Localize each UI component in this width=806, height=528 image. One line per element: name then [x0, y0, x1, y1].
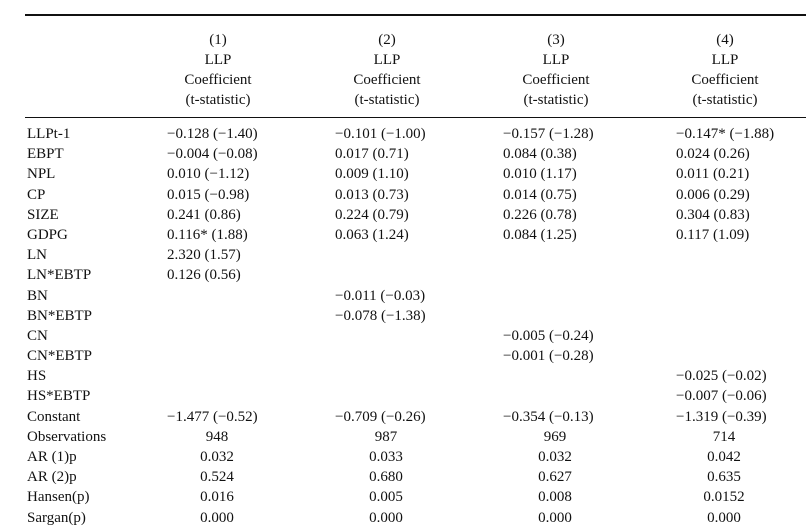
table-row	[27, 467, 806, 487]
table-cell-col-1: 0.524	[200, 469, 234, 486]
table-row	[27, 447, 806, 467]
table-row	[27, 366, 806, 386]
table-cell-col-1: 0.015 (−0.98)	[167, 186, 250, 203]
table-cell-col-2: −0.101 (−1.00)	[335, 126, 426, 142]
row-label: Constant	[27, 408, 81, 425]
column-header-2	[312, 30, 462, 110]
table-cell-col-3: −0.005 (−0.24)	[503, 327, 594, 344]
row-label: HS*EBTP	[27, 388, 91, 405]
column-header-4	[650, 30, 800, 110]
row-label: LLPt-1	[27, 126, 71, 142]
row-label: BN	[27, 287, 48, 304]
column-number: (1)	[209, 32, 227, 48]
column-header-1	[143, 30, 293, 110]
column-coef-label: Coefficient	[184, 72, 252, 88]
table-cell-col-2: 0.680	[369, 469, 403, 486]
column-tstat-label: (t-statistic)	[185, 92, 251, 108]
row-label: LN*EBTP	[27, 267, 92, 284]
table-cell-col-3: 0.000	[538, 509, 572, 526]
row-label: AR (2)p	[27, 469, 77, 486]
column-tstat-label: (t-statistic)	[523, 92, 589, 108]
row-label: AR (1)p	[27, 449, 77, 465]
table-cell-col-4: −0.025 (−0.02)	[676, 368, 767, 385]
column-dependent-var: LLP	[204, 52, 232, 68]
table-cell-col-2: −0.709 (−0.26)	[335, 408, 426, 425]
table-top-rule	[25, 14, 806, 16]
table-cell-col-2: −0.078 (−1.38)	[335, 307, 426, 324]
column-dependent-var: LLP	[373, 52, 401, 68]
table-cell-col-1: 2.320 (1.57)	[167, 247, 241, 264]
table-row	[27, 164, 806, 184]
table-cell-col-1: −0.128 (−1.40)	[167, 126, 258, 142]
table-cell-col-1: 0.032	[200, 449, 234, 465]
table-cell-col-1: 0.126 (0.56)	[167, 267, 241, 284]
row-label: BN*EBTP	[27, 307, 93, 324]
table-cell-col-4: 0.635	[707, 469, 741, 486]
table-row	[27, 487, 806, 507]
table-cell-col-4: 0.024 (0.26)	[676, 146, 750, 163]
column-dependent-var: LLP	[542, 52, 570, 68]
column-coef-label: Coefficient	[522, 72, 590, 88]
table-cell-col-3: 0.008	[538, 489, 572, 506]
table-row	[27, 286, 806, 306]
table-cell-col-1: 0.000	[200, 509, 234, 526]
table-cell-col-1: 0.016	[200, 489, 234, 506]
table-cell-col-3: −0.354 (−0.13)	[503, 408, 594, 425]
table-cell-col-2: 987	[374, 428, 398, 445]
column-coef-label: Coefficient	[691, 72, 759, 88]
row-label: LN	[27, 247, 47, 264]
table-cell-col-2: 0.033	[369, 449, 403, 465]
table-row	[27, 326, 806, 346]
table-cell-col-3: 0.084 (0.38)	[503, 146, 577, 163]
row-label: CN*EBTP	[27, 348, 93, 365]
table-cell-col-2: 0.000	[369, 509, 403, 526]
column-header-3	[481, 30, 631, 110]
column-number: (4)	[716, 32, 734, 48]
row-label: CP	[27, 186, 46, 203]
table-row	[27, 386, 806, 406]
row-label: Hansen(p)	[27, 489, 90, 506]
table-row	[27, 346, 806, 366]
column-tstat-label: (t-statistic)	[692, 92, 758, 108]
table-cell-col-4: 0.000	[707, 509, 741, 526]
table-cell-col-2: −0.011 (−0.03)	[335, 287, 426, 304]
table-row	[27, 407, 806, 427]
table-cell-col-3: −0.001 (−0.28)	[503, 348, 594, 365]
table-body	[27, 124, 806, 528]
row-label: GDPG	[27, 226, 68, 243]
table-cell-col-4: 0.006 (0.29)	[676, 186, 750, 203]
table-cell-col-3: 0.226 (0.78)	[503, 206, 577, 223]
table-cell-col-1: −1.477 (−0.52)	[167, 408, 258, 425]
table-row	[27, 427, 806, 447]
column-tstat-label: (t-statistic)	[354, 92, 420, 108]
table-cell-col-3: 969	[543, 428, 567, 445]
table-cell-col-1: −0.004 (−0.08)	[167, 146, 258, 163]
table-row	[27, 185, 806, 205]
table-row	[27, 508, 806, 528]
table-cell-col-3: 0.627	[538, 469, 572, 486]
table-cell-col-4: −0.147* (−1.88)	[676, 126, 775, 142]
table-cell-col-4: 0.042	[707, 449, 741, 465]
table-cell-col-2: 0.009 (1.10)	[335, 166, 409, 183]
row-label: NPL	[27, 166, 56, 183]
table-cell-col-2: 0.013 (0.73)	[335, 186, 409, 203]
table-cell-col-3: 0.032	[538, 449, 572, 465]
table-cell-col-2: 0.017 (0.71)	[335, 146, 409, 163]
table-cell-col-4: 0.0152	[703, 489, 745, 506]
row-label: SIZE	[27, 206, 59, 223]
table-row	[27, 124, 806, 144]
row-label: EBPT	[27, 146, 64, 163]
table-row	[27, 245, 806, 265]
column-number: (2)	[378, 32, 396, 48]
table-cell-col-4: 714	[712, 428, 736, 445]
table-cell-col-1: 0.116* (1.88)	[167, 226, 248, 243]
table-cell-col-1: 948	[205, 428, 229, 445]
table-cell-col-2: 0.224 (0.79)	[335, 206, 409, 223]
table-row	[27, 265, 806, 285]
table-cell-col-1: 0.241 (0.86)	[167, 206, 241, 223]
row-label: Observations	[27, 428, 107, 445]
table-cell-col-4: −1.319 (−0.39)	[676, 408, 767, 425]
row-label: HS	[27, 368, 47, 385]
column-coef-label: Coefficient	[353, 72, 421, 88]
table-cell-col-4: 0.117 (1.09)	[676, 226, 750, 243]
table-cell-col-3: 0.010 (1.17)	[503, 166, 577, 183]
table-cell-col-4: −0.007 (−0.06)	[676, 388, 767, 405]
table-cell-col-4: 0.011 (0.21)	[676, 166, 750, 183]
table-row	[27, 144, 806, 164]
table-cell-col-1: 0.010 (−1.12)	[167, 166, 250, 183]
table-cell-col-3: 0.084 (1.25)	[503, 226, 577, 243]
table-header-rule	[25, 117, 806, 118]
table-cell-col-2: 0.005	[369, 489, 403, 506]
row-label: Sargan(p)	[27, 509, 86, 526]
table-row	[27, 205, 806, 225]
column-number: (3)	[547, 32, 565, 48]
table-row	[27, 306, 806, 326]
row-label: CN	[27, 327, 48, 344]
table-row	[27, 225, 806, 245]
column-dependent-var: LLP	[711, 52, 739, 68]
table-cell-col-2: 0.063 (1.24)	[335, 226, 409, 243]
table-cell-col-3: −0.157 (−1.28)	[503, 126, 594, 142]
table-cell-col-4: 0.304 (0.83)	[676, 206, 750, 223]
table-cell-col-3: 0.014 (0.75)	[503, 186, 577, 203]
